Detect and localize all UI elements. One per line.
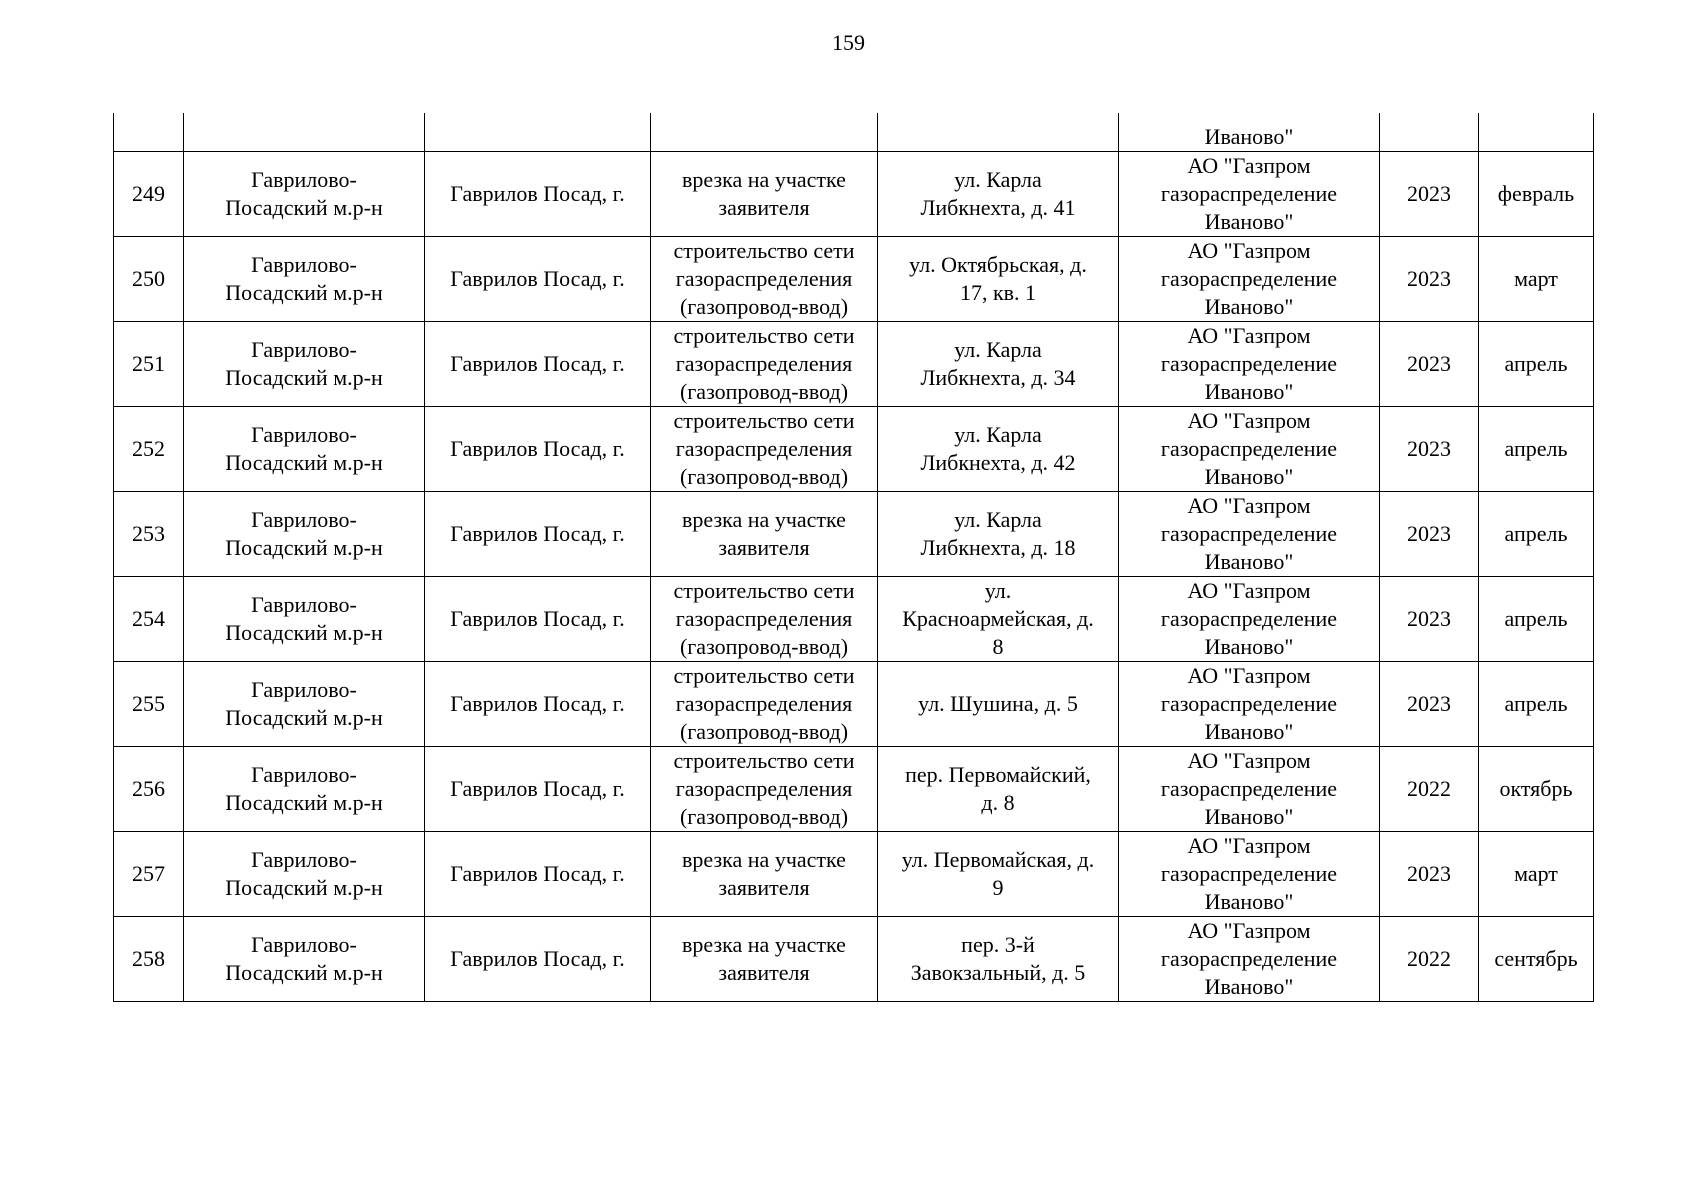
cell-no-text: 252 [132, 436, 165, 461]
table-row [114, 832, 1594, 917]
table-row-continuation [114, 113, 1594, 152]
table-body [114, 113, 1594, 1002]
table-row [114, 492, 1594, 577]
cell-work-type [651, 492, 878, 577]
cell-locality-text: Гаврилов Посад, г. [450, 351, 625, 376]
cell-work-type [651, 832, 878, 917]
cell-work-type [651, 747, 878, 832]
cell-no-text: 251 [132, 351, 165, 376]
cell-month-text: апрель [1504, 691, 1568, 716]
cell-address [878, 322, 1119, 407]
cell-locality-text: Гаврилов Посад, г. [450, 521, 625, 546]
cell-year [1380, 747, 1479, 832]
cell-work-type-text: строительство сети газораспределения (газопровод-ввод) [673, 323, 855, 404]
cell-locality-text: Гаврилов Посад, г. [450, 436, 625, 461]
cell-no [114, 577, 184, 662]
table-row [114, 747, 1594, 832]
cell-locality [425, 407, 651, 492]
cell-address-text: ул. Шушина, д. 5 [918, 691, 1078, 716]
cell-year-text: 2023 [1407, 181, 1451, 206]
gasification-table [113, 113, 1594, 1002]
cell-year [1380, 407, 1479, 492]
cell-address-text: ул. Карла Либкнехта, д. 34 [920, 337, 1076, 390]
cell-address [878, 747, 1119, 832]
cell-no [114, 237, 184, 322]
cell-operator-text: АО "Газпром газораспределение Иваново" [1160, 493, 1338, 574]
cell-district-text: Гаврилово- Посадский м.р-н [225, 932, 383, 985]
cell-operator [1119, 747, 1380, 832]
cell-locality [425, 492, 651, 577]
cell-address [878, 832, 1119, 917]
cell-address-text: пер. 3-й Завокзальный, д. 5 [910, 932, 1086, 985]
cell-year-text: 2023 [1407, 521, 1451, 546]
cell-month-text: апрель [1504, 521, 1568, 546]
cell-locality-text: Гаврилов Посад, г. [450, 181, 625, 206]
cell-address [878, 113, 1119, 152]
cell-address [878, 407, 1119, 492]
cell-district [184, 322, 425, 407]
cell-district [184, 113, 425, 152]
cell-district-text: Гаврилово- Посадский м.р-н [225, 847, 383, 900]
cell-no-text: 258 [132, 946, 165, 971]
cell-district [184, 152, 425, 237]
cell-no [114, 152, 184, 237]
cell-work-type-text: строительство сети газораспределения (газопровод-ввод) [673, 238, 855, 319]
cell-work-type-text: строительство сети газораспределения (газопровод-ввод) [673, 748, 855, 829]
cell-month [1479, 832, 1594, 917]
cell-operator-text: АО "Газпром газораспределение Иваново" [1160, 238, 1338, 319]
cell-operator [1119, 662, 1380, 747]
cell-address-text: ул. Октябрьская, д. 17, кв. 1 [909, 252, 1087, 305]
cell-no [114, 407, 184, 492]
cell-year [1380, 662, 1479, 747]
cell-work-type [651, 577, 878, 662]
cell-month-text: март [1514, 861, 1558, 886]
cell-year-text: 2023 [1407, 351, 1451, 376]
cell-month-text: март [1514, 266, 1558, 291]
cell-locality [425, 747, 651, 832]
cell-no-text: 257 [132, 861, 165, 886]
cell-address [878, 917, 1119, 1002]
cell-locality [425, 577, 651, 662]
cell-address-text: ул. Карла Либкнехта, д. 18 [920, 507, 1076, 560]
cell-address-text: ул. Карла Либкнехта, д. 42 [920, 422, 1076, 475]
cell-no-text: 249 [132, 181, 165, 206]
cell-work-type-text: строительство сети газораспределения (газопровод-ввод) [673, 663, 855, 744]
cell-operator-text: АО "Газпром газораспределение Иваново" [1160, 323, 1338, 404]
cell-month-text: октябрь [1499, 776, 1573, 801]
cell-district-text: Гаврилово- Посадский м.р-н [225, 592, 383, 645]
cell-operator-text: АО "Газпром газораспределение Иваново" [1160, 153, 1338, 234]
cell-operator [1119, 832, 1380, 917]
cell-operator [1119, 917, 1380, 1002]
cell-year-text: 2023 [1407, 606, 1451, 631]
cell-month-text: февраль [1497, 181, 1575, 206]
table-row [114, 152, 1594, 237]
cell-month [1479, 407, 1594, 492]
cell-district-text: Гаврилово- Посадский м.р-н [225, 507, 383, 560]
cell-address-text: ул. Первомайская, д. 9 [901, 847, 1095, 900]
cell-work-type [651, 152, 878, 237]
cell-operator [1119, 322, 1380, 407]
cell-no [114, 917, 184, 1002]
cell-work-type-text: врезка на участке заявителя [682, 847, 846, 900]
table-row [114, 407, 1594, 492]
cell-no [114, 113, 184, 152]
cell-operator-text: АО "Газпром газораспределение Иваново" [1160, 578, 1338, 659]
cell-year [1380, 237, 1479, 322]
cell-year [1380, 322, 1479, 407]
cell-address-text: ул. Красноармейская, д. 8 [902, 578, 1094, 659]
cell-no [114, 492, 184, 577]
cell-year [1380, 832, 1479, 917]
cell-district [184, 832, 425, 917]
table-row [114, 237, 1594, 322]
cell-no-text: 250 [132, 266, 165, 291]
cell-month-text: апрель [1504, 351, 1568, 376]
cell-no-text: 255 [132, 691, 165, 716]
cell-no-text: 256 [132, 776, 165, 801]
cell-month [1479, 152, 1594, 237]
cell-work-type [651, 322, 878, 407]
cell-month [1479, 662, 1594, 747]
cell-operator [1119, 237, 1380, 322]
cell-locality-text: Гаврилов Посад, г. [450, 946, 625, 971]
cell-month [1479, 492, 1594, 577]
cell-locality-text: Гаврилов Посад, г. [450, 266, 625, 291]
cell-year [1380, 917, 1479, 1002]
cell-year-text: 2022 [1407, 776, 1451, 801]
cell-year-text: 2022 [1407, 946, 1451, 971]
cell-no [114, 832, 184, 917]
cell-address-text: пер. Первомайский, д. 8 [905, 762, 1091, 815]
cell-address [878, 577, 1119, 662]
cell-locality-text: Гаврилов Посад, г. [450, 606, 625, 631]
cell-month [1479, 917, 1594, 1002]
cell-operator [1119, 113, 1380, 152]
cell-year [1380, 113, 1479, 152]
cell-year-text: 2023 [1407, 266, 1451, 291]
table-row [114, 917, 1594, 1002]
cell-district-text: Гаврилово- Посадский м.р-н [225, 337, 383, 390]
cell-address [878, 152, 1119, 237]
cell-operator [1119, 492, 1380, 577]
cell-district [184, 747, 425, 832]
cell-locality [425, 662, 651, 747]
cell-month-text: апрель [1504, 436, 1568, 461]
cell-address [878, 237, 1119, 322]
table-row [114, 662, 1594, 747]
cell-work-type-text: строительство сети газораспределения (газопровод-ввод) [673, 408, 855, 489]
cell-month [1479, 747, 1594, 832]
cell-work-type [651, 237, 878, 322]
cell-district [184, 407, 425, 492]
cell-work-type-text: строительство сети газораспределения (газопровод-ввод) [673, 578, 855, 659]
cell-district [184, 237, 425, 322]
cell-district-text: Гаврилово- Посадский м.р-н [225, 167, 383, 220]
cell-no-text: 253 [132, 521, 165, 546]
table-row [114, 322, 1594, 407]
cell-operator-text: АО "Газпром газораспределение Иваново" [1160, 663, 1338, 744]
cell-work-type-text: врезка на участке заявителя [682, 507, 846, 560]
cell-month [1479, 577, 1594, 662]
cell-operator-text: АО "Газпром газораспределение Иваново" [1160, 748, 1338, 829]
cell-locality [425, 152, 651, 237]
cell-operator-text: Иваново" [1204, 124, 1294, 149]
cell-work-type [651, 917, 878, 1002]
cell-operator-text: АО "Газпром газораспределение Иваново" [1160, 918, 1338, 999]
cell-no [114, 662, 184, 747]
cell-operator [1119, 407, 1380, 492]
cell-district-text: Гаврилово- Посадский м.р-н [225, 252, 383, 305]
cell-locality [425, 917, 651, 1002]
cell-locality-text: Гаврилов Посад, г. [450, 691, 625, 716]
cell-district [184, 492, 425, 577]
cell-year [1380, 577, 1479, 662]
cell-operator-text: АО "Газпром газораспределение Иваново" [1160, 408, 1338, 489]
cell-address [878, 662, 1119, 747]
table-row [114, 577, 1594, 662]
cell-work-type [651, 662, 878, 747]
cell-locality-text: Гаврилов Посад, г. [450, 776, 625, 801]
cell-district [184, 662, 425, 747]
cell-district-text: Гаврилово- Посадский м.р-н [225, 422, 383, 475]
cell-month-text: сентябрь [1494, 946, 1578, 971]
cell-month [1479, 113, 1594, 152]
cell-locality [425, 113, 651, 152]
cell-year-text: 2023 [1407, 436, 1451, 461]
cell-work-type-text: врезка на участке заявителя [682, 932, 846, 985]
cell-district [184, 577, 425, 662]
cell-year-text: 2023 [1407, 691, 1451, 716]
cell-work-type [651, 113, 878, 152]
cell-work-type [651, 407, 878, 492]
cell-district [184, 917, 425, 1002]
cell-month [1479, 322, 1594, 407]
page-number: 159 [832, 30, 865, 55]
cell-district-text: Гаврилово- Посадский м.р-н [225, 677, 383, 730]
cell-operator [1119, 577, 1380, 662]
cell-district-text: Гаврилово- Посадский м.р-н [225, 762, 383, 815]
cell-year [1380, 492, 1479, 577]
cell-operator-text: АО "Газпром газораспределение Иваново" [1160, 833, 1338, 914]
cell-month [1479, 237, 1594, 322]
cell-no [114, 747, 184, 832]
cell-address-text: ул. Карла Либкнехта, д. 41 [920, 167, 1076, 220]
cell-locality [425, 832, 651, 917]
cell-no [114, 322, 184, 407]
cell-year [1380, 152, 1479, 237]
cell-locality [425, 322, 651, 407]
cell-month-text: апрель [1504, 606, 1568, 631]
cell-no-text: 254 [132, 606, 165, 631]
cell-locality-text: Гаврилов Посад, г. [450, 861, 625, 886]
cell-address [878, 492, 1119, 577]
cell-work-type-text: врезка на участке заявителя [682, 167, 846, 220]
cell-operator [1119, 152, 1380, 237]
cell-locality [425, 237, 651, 322]
cell-year-text: 2023 [1407, 861, 1451, 886]
